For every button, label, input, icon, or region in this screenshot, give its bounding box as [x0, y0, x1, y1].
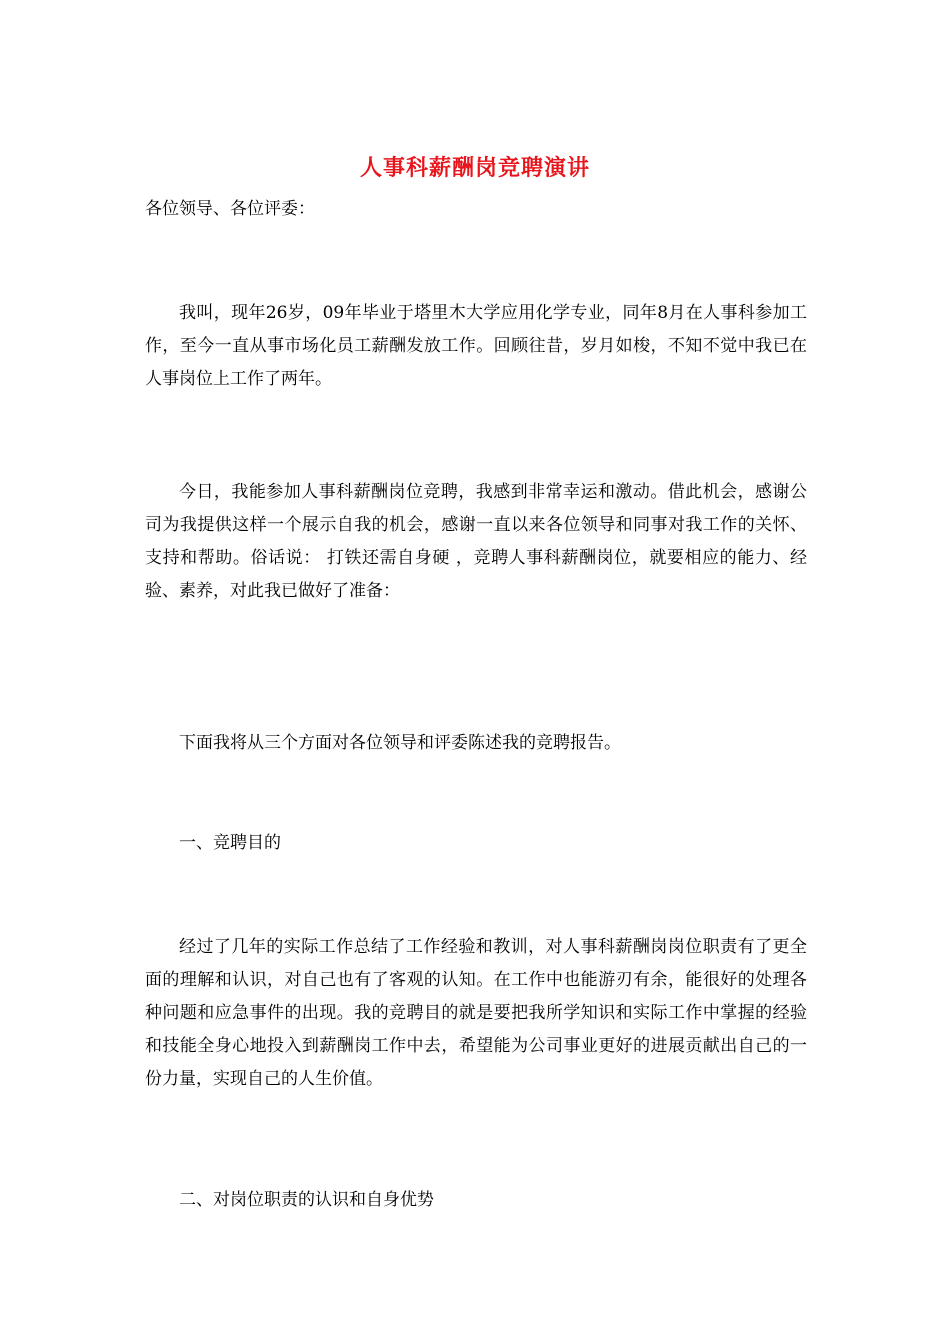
section-heading-2: 二、对岗位职责的认识和自身优势 [179, 1190, 434, 1210]
document-title: 人事科薪酬岗竞聘演讲 [359, 155, 590, 181]
salutation: 各位领导、各位评委： [145, 199, 315, 219]
section-heading-1: 一、竞聘目的 [179, 833, 281, 853]
paragraph-section-1-body: 经过了几年的实际工作总结了工作经验和教训，对人事科薪酬岗岗位职责有了更全面的理解和认识，对自己也有了客观的认知。在工作中也能游刃有余，能很好的处理各种问题和应急事件的出现。我的竞聘目的就是要把我所学知识和实际工作中掌握的经验和技能全身心地投入到薪酬岗工作中去，希望能为公司事业更好的进展贡献出自己的一份力量，实现自己的人生价值。 [145, 937, 807, 1089]
paragraph-outline: 下面我将从三个方面对各位领导和评委陈述我的竞聘报告。 [179, 733, 621, 753]
paragraph-intro: 我叫，现年26岁，09年毕业于塔里木大学应用化学专业，同年8月在人事科参加工作，至今一直从事市场化员工薪酬发放工作。回顾往昔，岁月如梭，不知不觉中我已在人事岗位上工作了两年。 [145, 303, 807, 389]
paragraph-opportunity: 今日，我能参加人事科薪酬岗位竞聘，我感到非常幸运和激动。借此机会，感谢公司为我提供这样一个展示自我的机会，感谢一直以来各位领导和同事对我工作的关怀、支持和帮助。俗话说： 打铁还需自身硬 ，竞聘人事科薪酬岗位，就要相应的能力、经验、素养，对此我已做好了准备： [145, 482, 807, 601]
